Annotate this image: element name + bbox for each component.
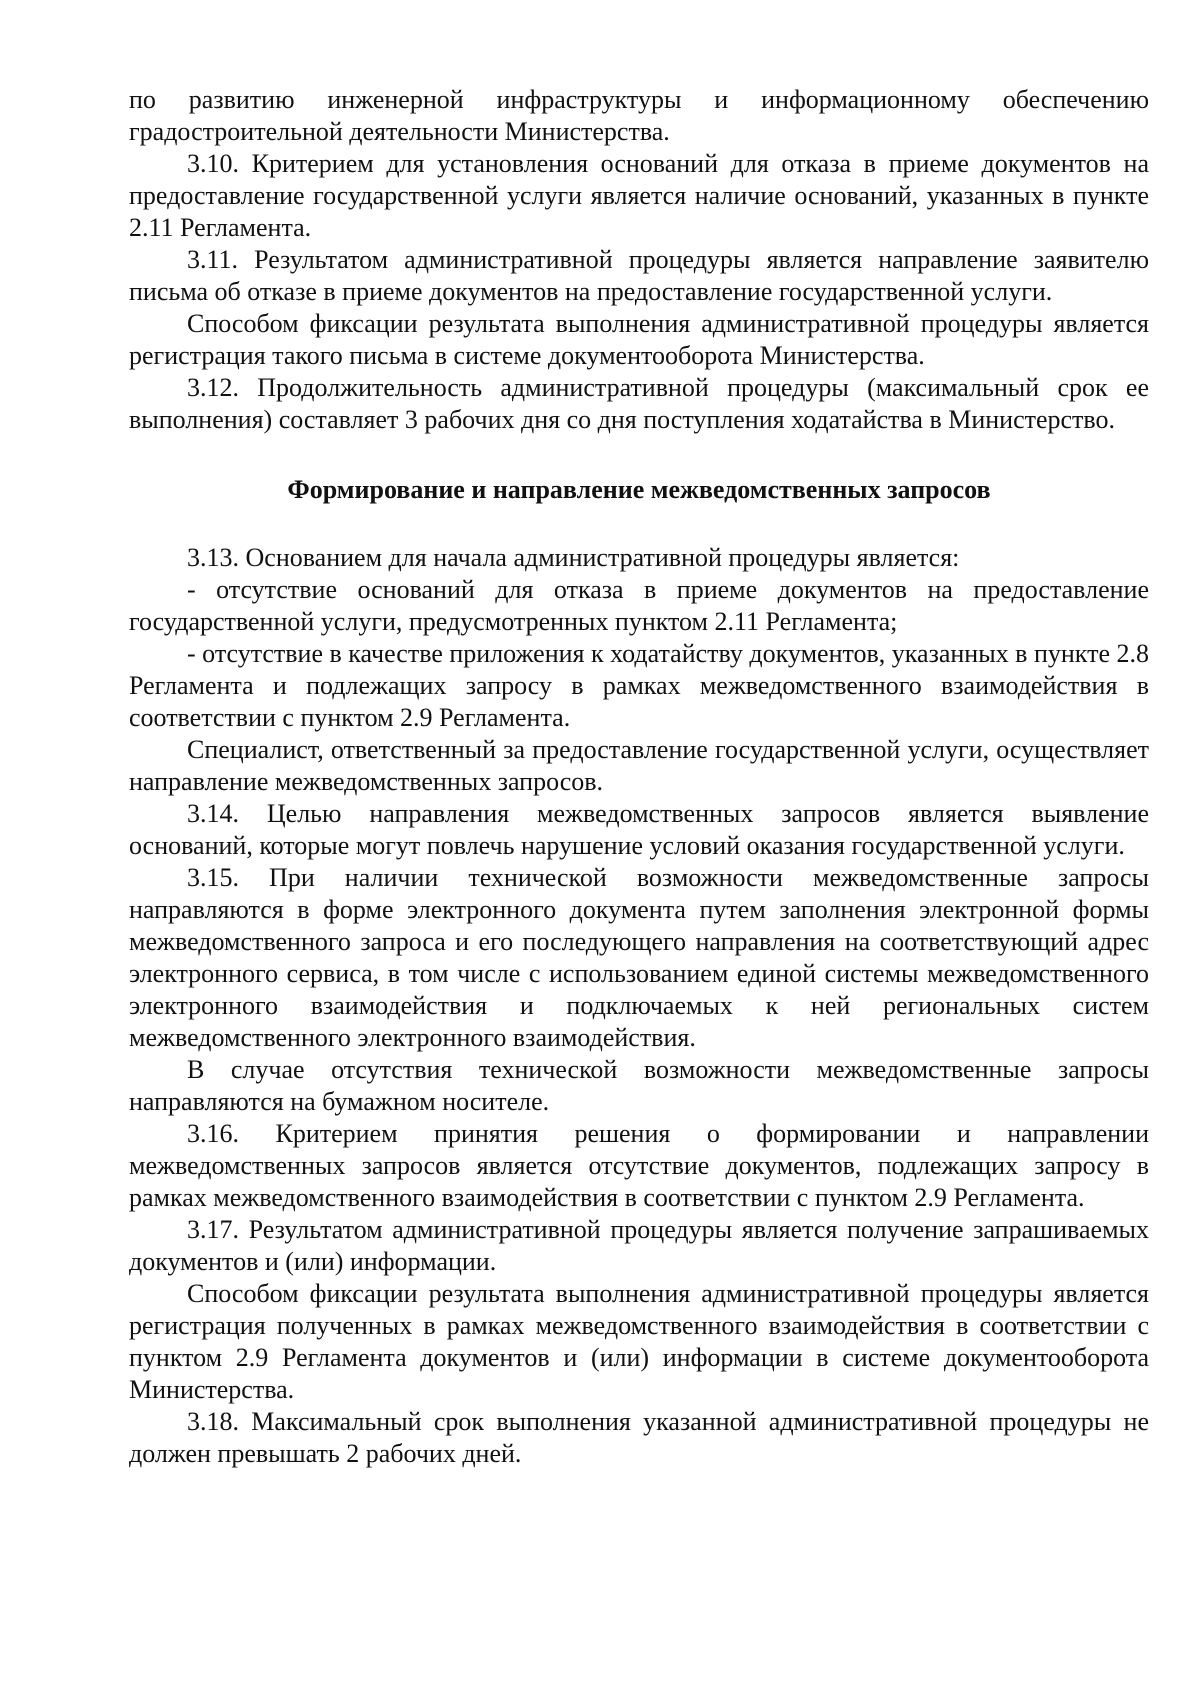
paragraph-specialist: Специалист, ответственный за предоставление государственной услуги, осуществляет направление межведомственных запросов. xyxy=(129,735,1149,796)
paragraph-3-15: 3.15. При наличии технической возможности межведомственные запросы направляются в форме электронного документа путем заполнения электронной формы межведомственного запроса и его последующего направления на соответствующий адрес электронного сервиса, в том числе с использованием единой системы межведомственного электронного взаимодействия и подключаемых к ней региональных систем межведомственного электронного взаимодействия. xyxy=(129,863,1149,1052)
paragraph-3-17-fixation: Способом фиксации результата выполнения административной процедуры является регистрация полученных в рамках межведомственного взаимодействия в соответствии с пунктом 2.9 Регламента документов и (или) информации в системе документооборота Министерства. xyxy=(129,1279,1149,1404)
paragraph-3-17: 3.17. Результатом административной процедуры является получение запрашиваемых документов и (или) информации. xyxy=(129,1215,1149,1276)
paragraph-3-16: 3.16. Критерием принятия решения о формировании и направлении межведомственных запросов является отсутствие документов, подлежащих запросу в рамках межведомственного взаимодействия в соответствии с пунктом 2.9 Регламента. xyxy=(129,1119,1149,1212)
paragraph-3-15-paper: В случае отсутствия технической возможности межведомственные запросы направляются на бумажном носителе. xyxy=(129,1055,1149,1116)
paragraph-3-13-item-1: - отсутствие оснований для отказа в приеме документов на предоставление государственной услуги, предусмотренных пунктом 2.11 Регламента; xyxy=(129,575,1149,636)
paragraph-3-14: 3.14. Целью направления межведомственных запросов является выявление оснований, которые могут повлечь нарушение условий оказания государственной услуги. xyxy=(129,799,1149,860)
paragraph-3-13-item-2: - отсутствие в качестве приложения к ходатайству документов, указанных в пункте 2.8 Регламента и подлежащих запросу в рамках межведомственного взаимодействия в соответствии с пунктом 2.9 Регламента. xyxy=(129,639,1149,732)
paragraph-3-11-fixation: Способом фиксации результата выполнения административной процедуры является регистрация такого письма в системе документооборота Министерства. xyxy=(129,309,1149,370)
section-heading: Формирование и направление межведомственных запросов xyxy=(287,475,991,504)
paragraph-3-18: 3.18. Максимальный срок выполнения указанной административной процедуры не должен превышать 2 рабочих дней. xyxy=(129,1407,1149,1468)
paragraph-3-10: 3.10. Критерием для установления оснований для отказа в приеме документов на предоставление государственной услуги является наличие оснований, указанных в пункте 2.11 Регламента. xyxy=(129,149,1149,242)
paragraph-3-11: 3.11. Результатом административной процедуры является направление заявителю письма об отказе в приеме документов на предоставление государственной услуги. xyxy=(129,245,1149,306)
paragraph-3-12: 3.12. Продолжительность административной процедуры (максимальный срок ее выполнения) составляет 3 рабочих дня со дня поступления ходатайства в Министерство. xyxy=(129,373,1149,434)
paragraph-continuation: по развитию инженерной инфраструктуры и информационному обеспечению градостроительной деятельности Министерства. xyxy=(129,85,1149,146)
document-page xyxy=(129,84,1149,1470)
paragraph-3-13: 3.13. Основанием для начала административной процедуры является: xyxy=(187,543,960,572)
